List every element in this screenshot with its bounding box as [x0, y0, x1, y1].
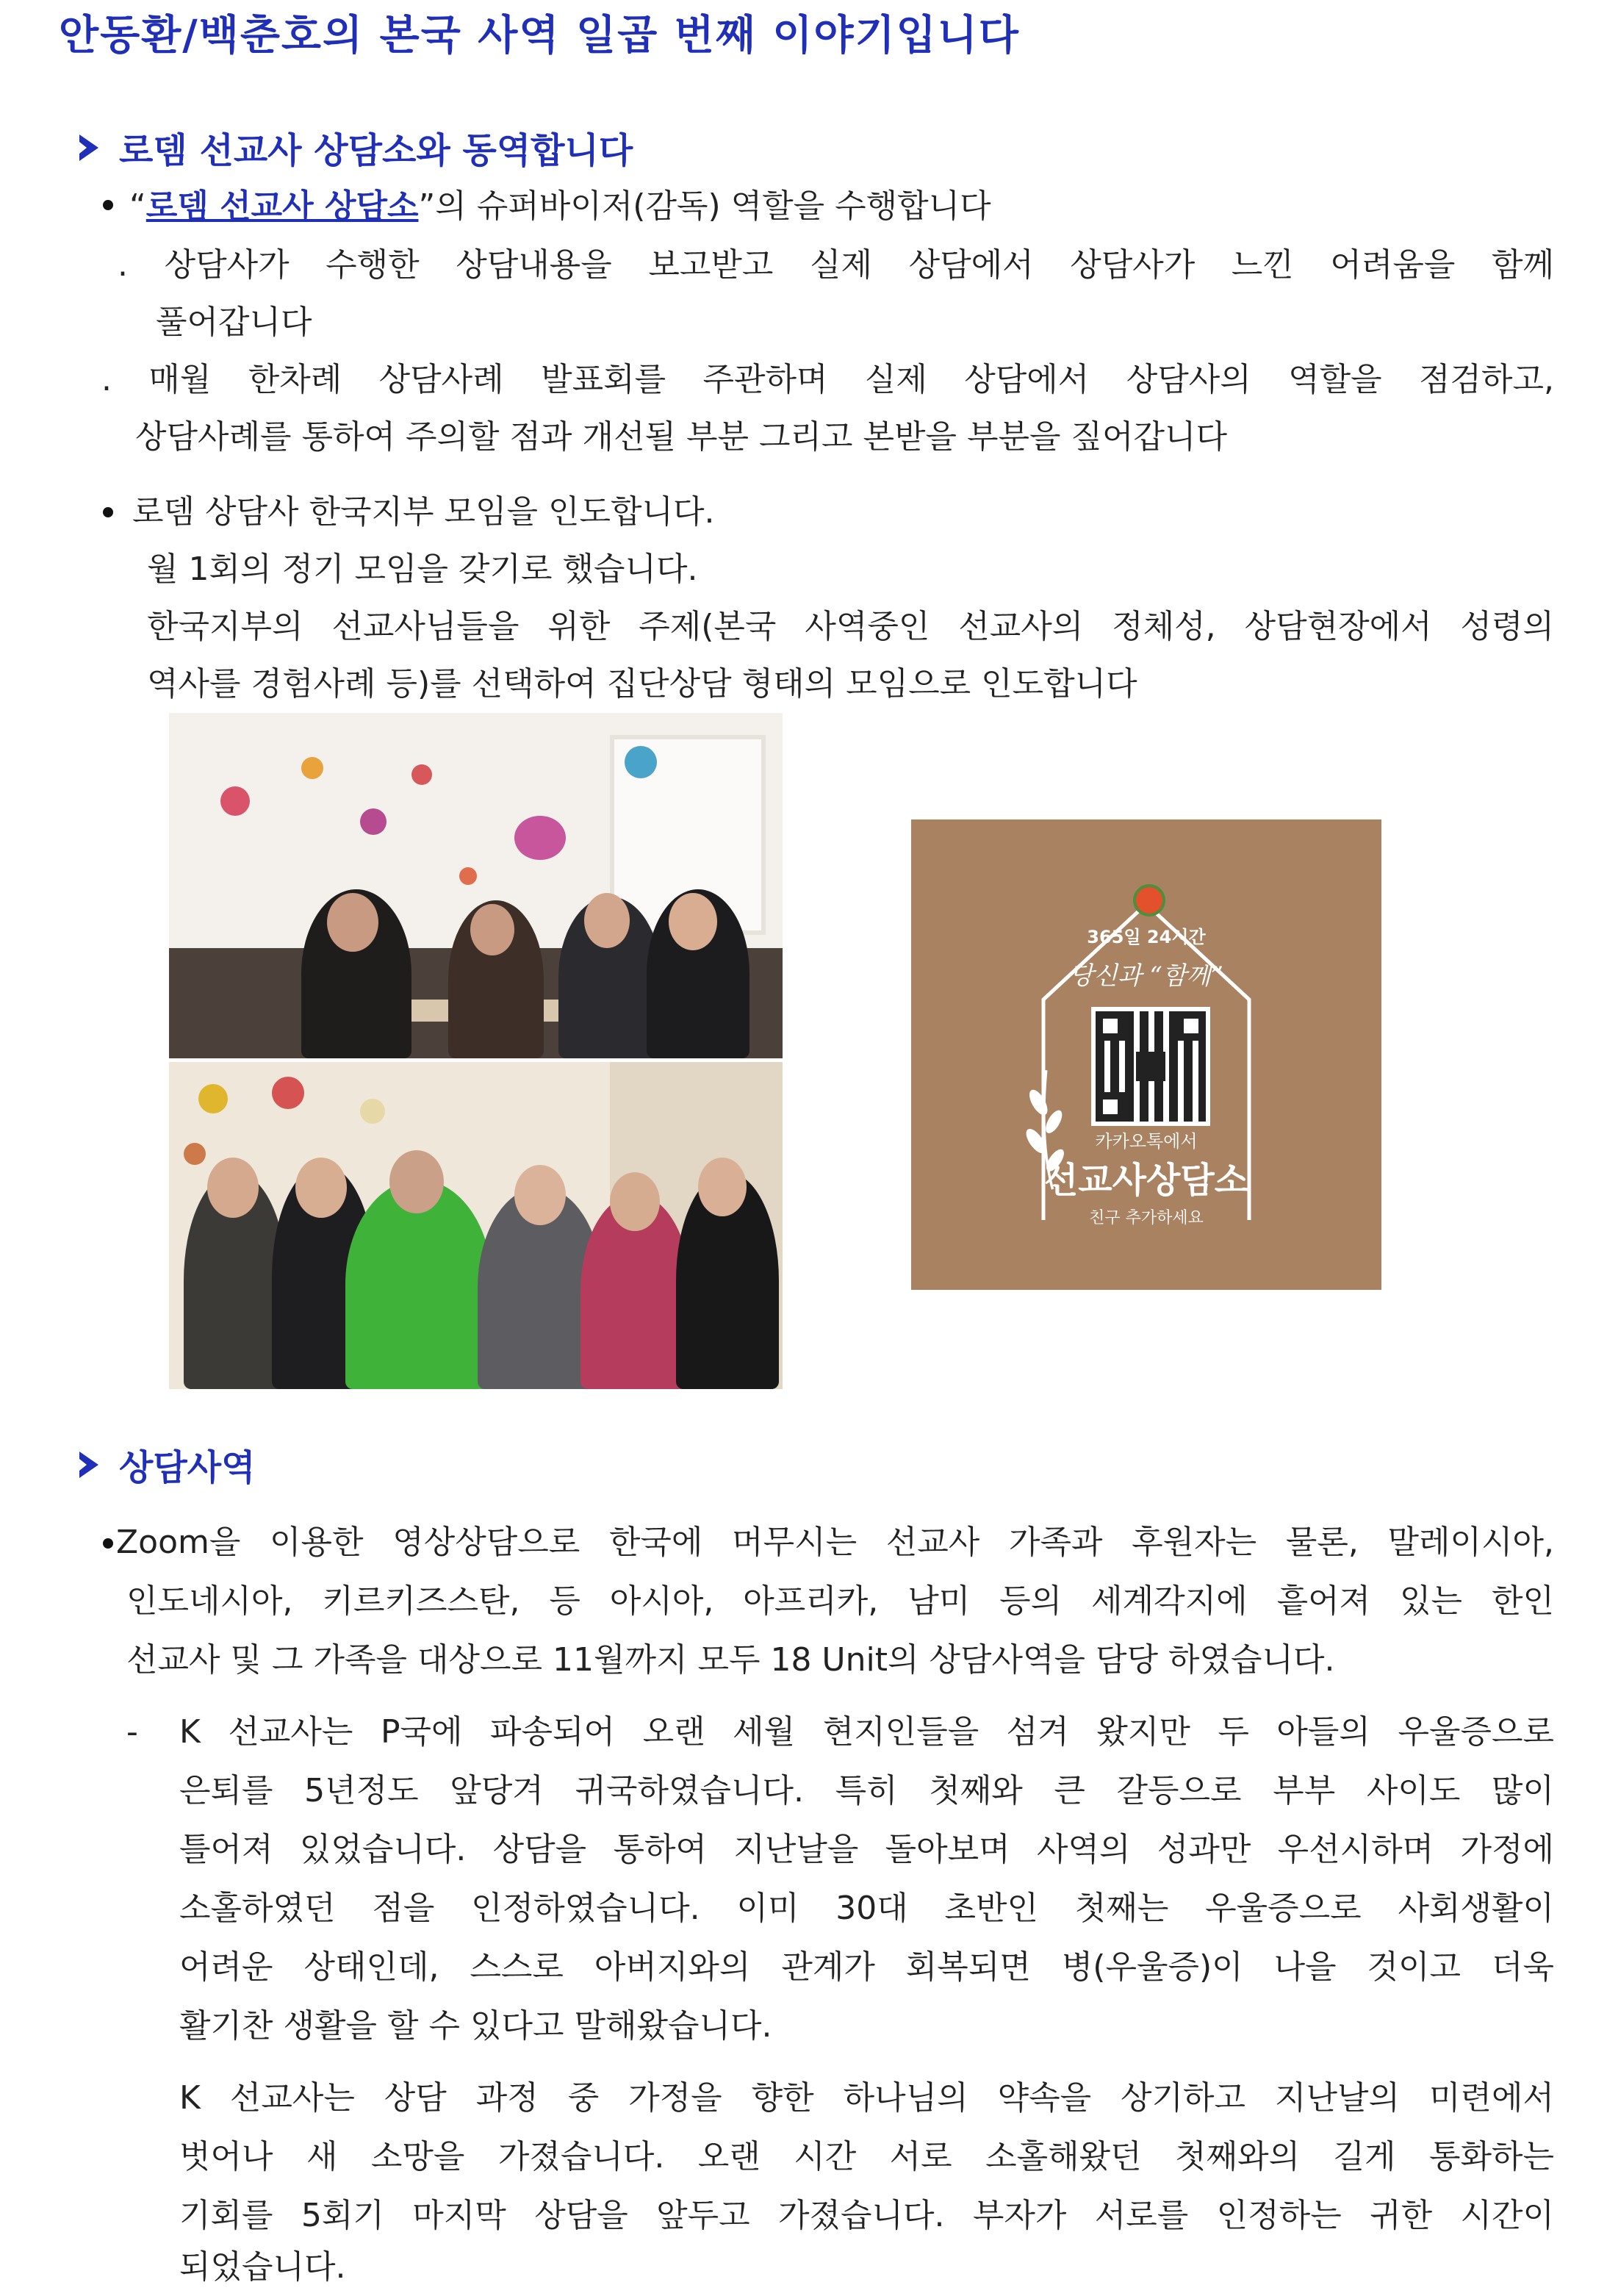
bullet-supervisor — [129, 178, 991, 235]
rodem-logo — [1133, 884, 1165, 916]
case-line: 기회를 5회기 마지막 상담을 앞두고 가졌습니다. 부자가 서로를 인정하는 귀한 시간이 — [179, 2197, 1554, 2234]
sub-item-line: . 상담사가 수행한 상담내용을 보고받고 실제 상담에서 상담사가 느낀 어려움을 함께 — [118, 246, 1554, 284]
arrow-bullet-icon — [79, 134, 98, 161]
case-line: 활기찬 생활을 할 수 있다고 말해왔습니다. — [179, 2007, 772, 2045]
case-line: 어려운 상태인데, 스스로 아버지와의 관계가 회복되면 병(우울증)이 나을 것이고 더욱 — [179, 1948, 1554, 1986]
bullet-text-line: 인도네시아, 키르키즈스탄, 등 아시아, 아프리카, 남미 등의 세계각지에 흩어져 있는 한인 — [126, 1582, 1554, 1620]
case-line: K 선교사는 P국에 파송되어 오랜 세월 현지인들을 섬겨 왔지만 두 아들의 우울증으로 — [179, 1713, 1554, 1751]
case-line: K 선교사는 상담 과정 중 가정을 향한 하나님의 약속을 상기하고 지난날의 미련에서 — [179, 2079, 1554, 2117]
case-line: 되었습니다. — [179, 2248, 346, 2286]
section-heading-label: 상담사역 — [119, 1447, 256, 1488]
kakao-qr-card — [911, 819, 1381, 1290]
case-line: 소홀하였던 점을 인정하였습니다. 이미 30대 초반인 첫째는 우울증으로 사회생활이 — [179, 1890, 1554, 1927]
qr-top-text: 365일 24시간 — [1087, 927, 1206, 947]
bullet-text: ”의 슈퍼바이저(감독) 역할을 수행합니다 — [418, 187, 991, 225]
case-line: 틀어져 있었습니다. 상담을 통하여 지난날을 돌아보며 사역의 성과만 우선시하며 가정에 — [179, 1831, 1554, 1868]
section-heading-rodem — [79, 122, 633, 173]
group-photo-standing — [169, 1062, 783, 1389]
arrow-bullet-icon — [79, 1452, 98, 1478]
bullet-dot-icon — [103, 200, 113, 210]
qr-bottom-text: 친구 추가하세요 — [1089, 1209, 1204, 1227]
qr-kakao-text: 카카오톡에서 — [1095, 1131, 1198, 1152]
qr-code[interactable] — [1091, 1007, 1210, 1126]
group-photo-table — [169, 713, 783, 1058]
bullet-text-line: 한국지부의 선교사님들을 위한 주제(본국 사역중인 선교사의 정체성, 상담현장에서 성령의 — [147, 608, 1554, 645]
qr-big-text: 선교사상담소 — [1043, 1160, 1249, 1201]
sub-item-line: 풀어갑니다 — [156, 304, 312, 341]
quote-open: “ — [129, 187, 146, 225]
section-heading-counseling — [79, 1439, 255, 1490]
page-title: 안동환/백춘호의 본국 사역 일곱 번째 이야기입니다 — [59, 12, 1020, 60]
bullet-korea-branch: 로뎀 상담사 한국지부 모임을 인도합니다. — [132, 493, 715, 531]
bullet-text-line: 역사를 경험사례 등)를 선택하여 집단상담 형태의 모임으로 인도합니다 — [147, 665, 1137, 703]
section-heading-label: 로뎀 선교사 상담소와 동역합니다 — [119, 130, 633, 171]
bullet-dot-icon — [103, 1538, 113, 1549]
rodem-link[interactable]: 로뎀 선교사 상담소 — [145, 187, 419, 225]
bullet-text-line: Zoom을 이용한 영상상담으로 한국에 머무시는 선교사 가족과 후원자는 물론, 말레이시아, — [116, 1524, 1554, 1561]
case-line: 벗어나 새 소망을 가졌습니다. 오랜 시간 서로 소홀해왔던 첫째와의 길게 통화하는 — [179, 2138, 1554, 2175]
dash-bullet: - — [126, 1713, 138, 1751]
case-line: 은퇴를 5년정도 앞당겨 귀국하였습니다. 특히 첫째와 큰 갈등으로 부부 사이도 많이 — [179, 1772, 1554, 1809]
bullet-dot-icon — [103, 507, 113, 517]
qr-script-text: 당신과 “함께” — [1069, 961, 1223, 991]
sub-item-line: 상담사례를 통하여 주의할 점과 개선될 부분 그리고 본받을 부분을 짚어갑니다 — [135, 418, 1228, 456]
bullet-text-line: 월 1회의 정기 모임을 갖기로 했습니다. — [147, 550, 698, 588]
bullet-text-line: 선교사 및 그 가족을 대상으로 11월까지 모두 18 Unit의 상담사역을 담당 하였습니다. — [126, 1641, 1335, 1679]
sub-item-line: . 매월 한차례 상담사례 발표회를 주관하며 실제 상담에서 상담사의 역할을 점검하고, — [101, 361, 1554, 398]
